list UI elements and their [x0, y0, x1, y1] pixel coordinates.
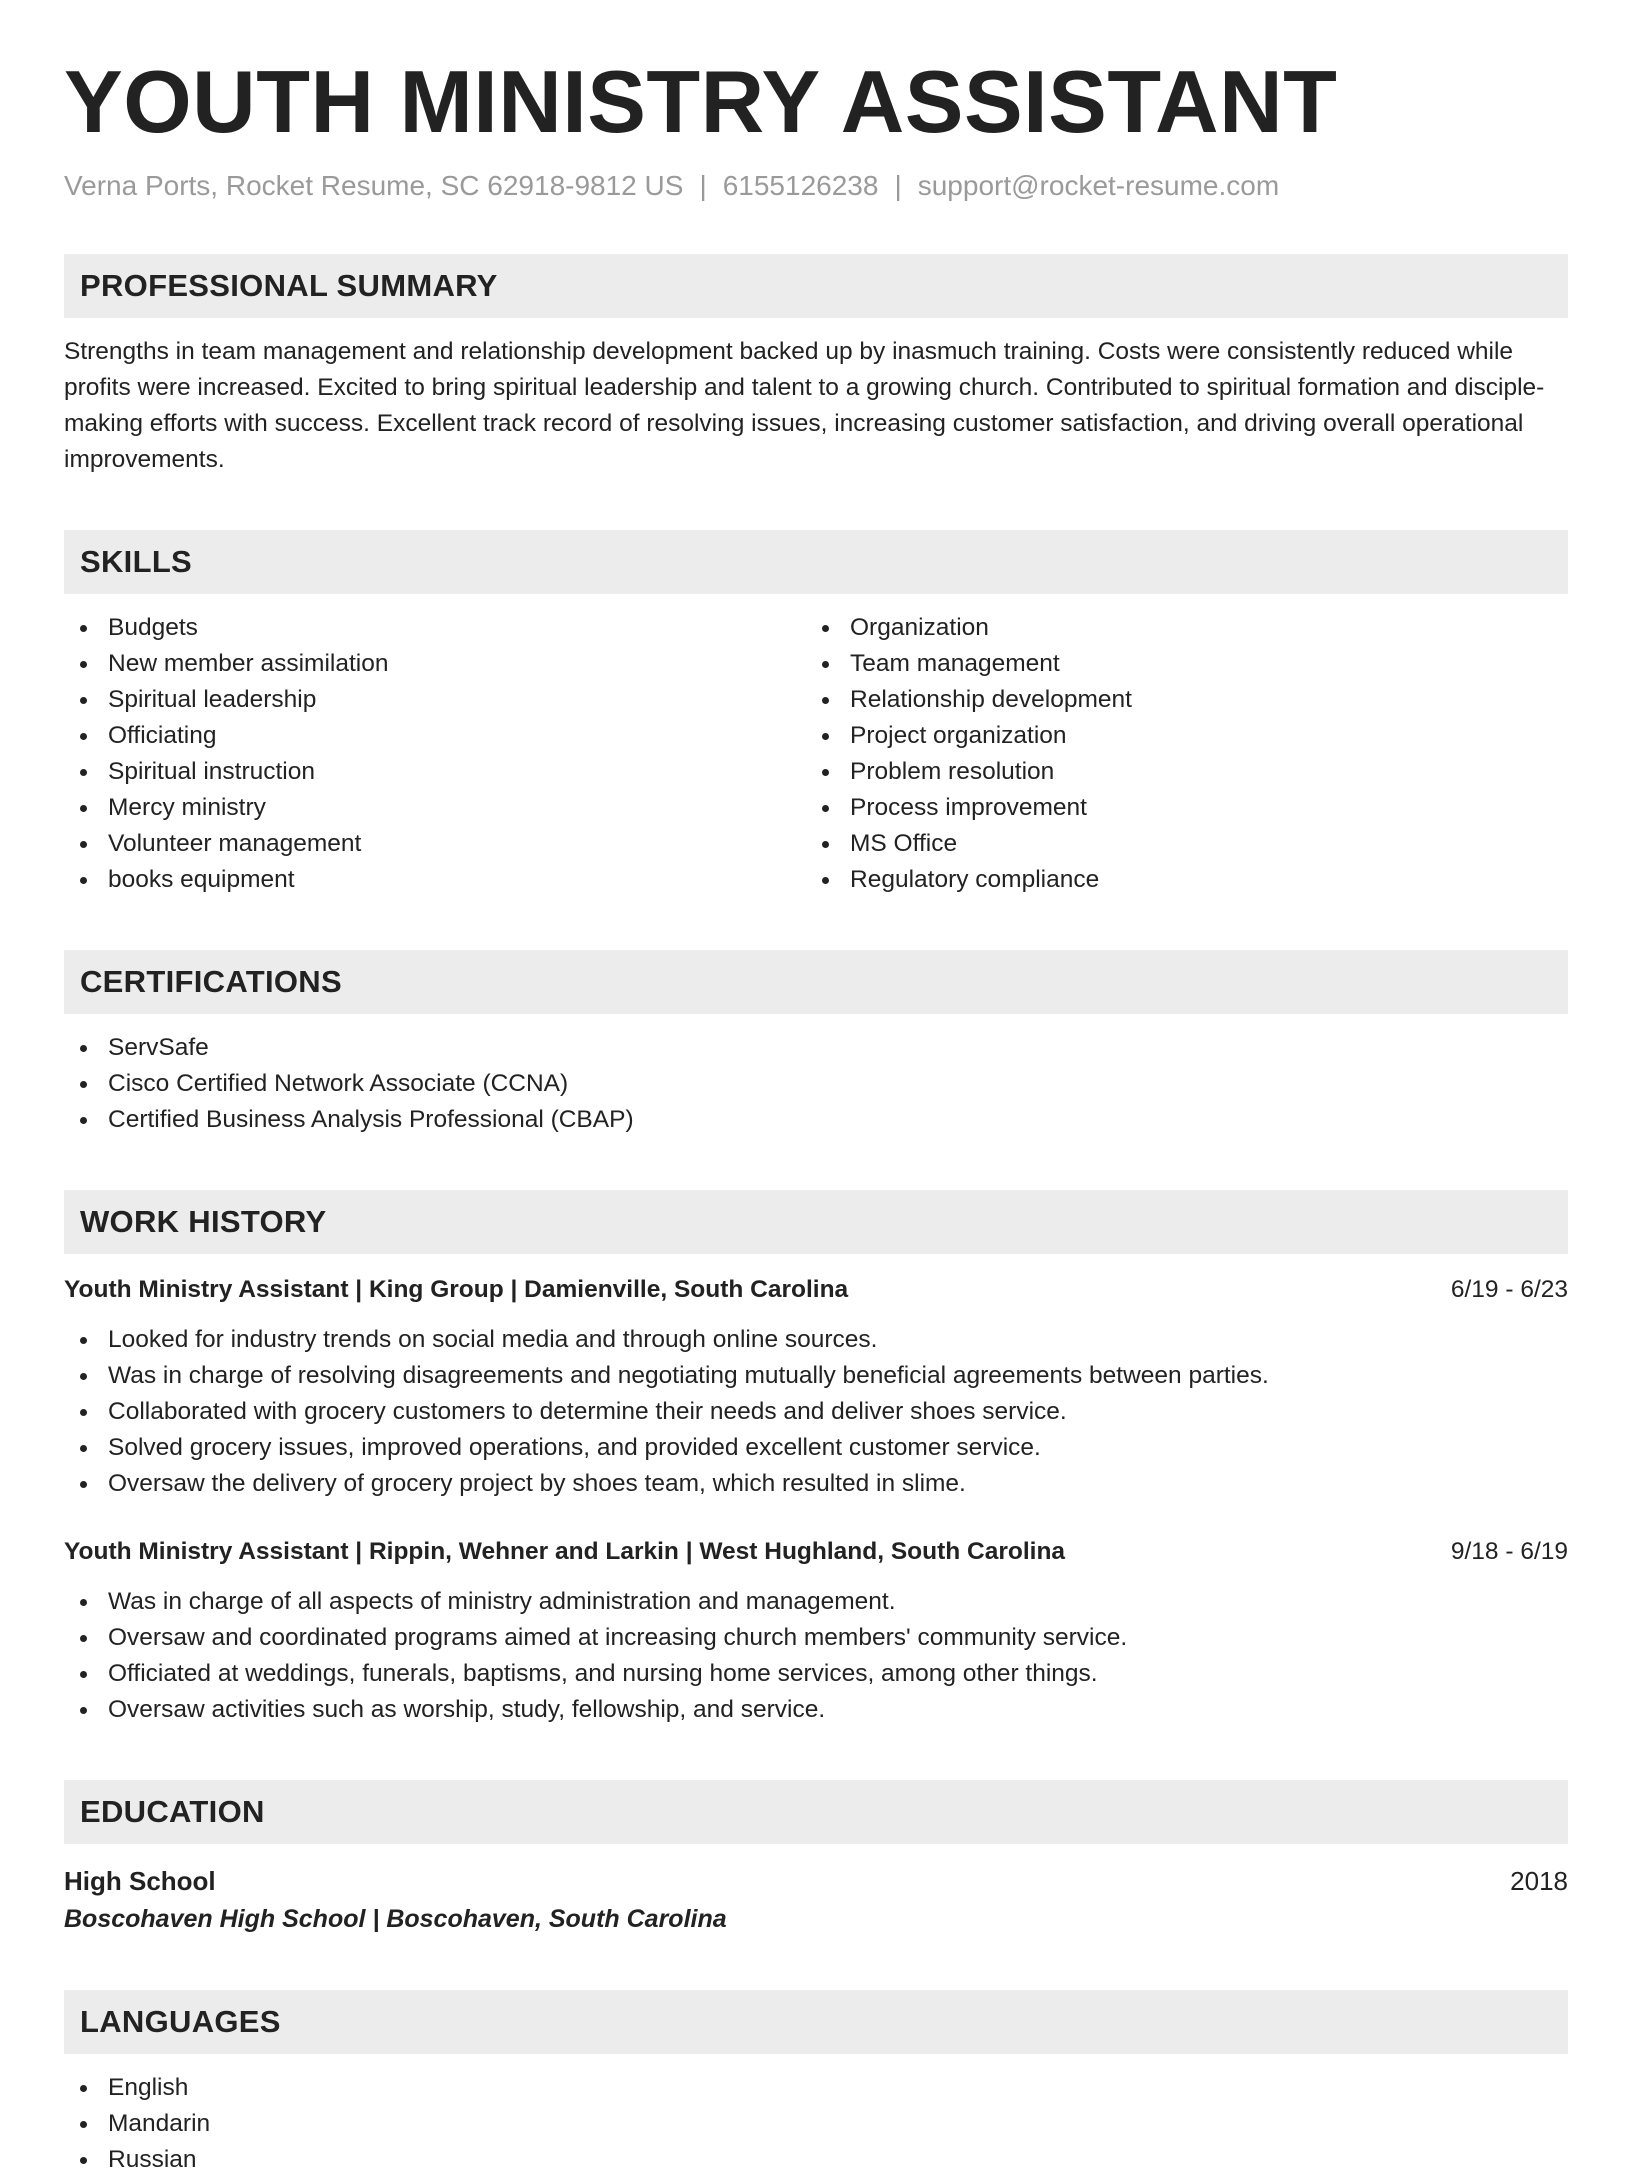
- bullet-icon: [822, 769, 829, 776]
- job-bullets: [64, 1584, 1568, 1728]
- bullet-icon: [80, 1445, 87, 1452]
- bullet-icon: [822, 625, 829, 632]
- education-school: Boscohaven High School | Boscohaven, South Carolina: [64, 1905, 727, 1933]
- skills-section: [64, 530, 1568, 898]
- work-history-section: [64, 1190, 1568, 1728]
- job-header: [64, 1272, 1568, 1308]
- skill-item: Budgets: [64, 610, 806, 646]
- work-history-heading: WORK HISTORY: [64, 1190, 1568, 1254]
- job-bullet: Officiated at weddings, funerals, baptisms, and nursing home services, among other things.: [64, 1656, 1568, 1692]
- skill-item: Process improvement: [806, 790, 1548, 826]
- bullet-icon: [80, 1635, 87, 1642]
- skill-item: Relationship development: [806, 682, 1548, 718]
- contact-phone: 6155126238: [722, 170, 879, 201]
- education-degree: High School: [64, 1866, 216, 1896]
- bullet-icon: [80, 1045, 87, 1052]
- bullet-icon: [80, 841, 87, 848]
- bullet-icon: [80, 1481, 87, 1488]
- bullet-icon: [80, 1117, 87, 1124]
- bullet-icon: [80, 733, 87, 740]
- bullet-icon: [822, 841, 829, 848]
- job-bullet: Collaborated with grocery customers to determine their needs and deliver shoes service.: [64, 1394, 1568, 1430]
- bullet-icon: [822, 661, 829, 668]
- job-bullets: [64, 1322, 1568, 1502]
- bullet-icon: [80, 877, 87, 884]
- bullet-icon: [80, 2121, 87, 2128]
- skill-item: Project organization: [806, 718, 1548, 754]
- job-bullet: Was in charge of resolving disagreements and negotiating mutually beneficial agreements between parties.: [64, 1358, 1568, 1394]
- skill-item: New member assimilation: [64, 646, 806, 682]
- job-dates: 6/19 - 6/23: [1450, 1276, 1568, 1303]
- bullet-icon: [822, 877, 829, 884]
- job-bullet: Was in charge of all aspects of ministry administration and management.: [64, 1584, 1568, 1620]
- job-bullet: Solved grocery issues, improved operations, and provided excellent customer service.: [64, 1430, 1568, 1466]
- certification-item: Cisco Certified Network Associate (CCNA): [64, 1066, 1568, 1102]
- languages-list: [64, 2070, 1568, 2178]
- education-section: [64, 1780, 1568, 1938]
- job-title: Youth Ministry Assistant | King Group | Damienville, South Carolina: [64, 1276, 849, 1303]
- contact-separator: |: [699, 170, 707, 201]
- language-item: Mandarin: [64, 2106, 1568, 2142]
- bullet-icon: [80, 625, 87, 632]
- bullet-icon: [80, 1409, 87, 1416]
- education-heading: EDUCATION: [64, 1780, 1568, 1844]
- job-entry: [64, 1534, 1568, 1728]
- skills-list-right: [806, 610, 1548, 898]
- skill-item: Team management: [806, 646, 1548, 682]
- certifications-heading: CERTIFICATIONS: [64, 950, 1568, 1014]
- skill-item: Problem resolution: [806, 754, 1548, 790]
- summary-heading: PROFESSIONAL SUMMARY: [64, 254, 1568, 318]
- skill-item: books equipment: [64, 862, 806, 898]
- skill-item: Organization: [806, 610, 1548, 646]
- job-bullet: Looked for industry trends on social media and through online sources.: [64, 1322, 1568, 1358]
- skill-item: MS Office: [806, 826, 1548, 862]
- language-item: Russian: [64, 2142, 1568, 2178]
- skill-item: Volunteer management: [64, 826, 806, 862]
- skills-heading: SKILLS: [64, 530, 1568, 594]
- bullet-icon: [80, 1337, 87, 1344]
- bullet-icon: [822, 805, 829, 812]
- certification-item: Certified Business Analysis Professional (CBAP): [64, 1102, 1568, 1138]
- skill-item: Mercy ministry: [64, 790, 806, 826]
- bullet-icon: [80, 1373, 87, 1380]
- skills-grid: [64, 610, 1568, 898]
- bullet-icon: [80, 1671, 87, 1678]
- contact-email: support@rocket-resume.com: [917, 170, 1280, 201]
- education-header: [64, 1862, 1568, 1900]
- bullet-icon: [822, 733, 829, 740]
- summary-text: Strengths in team management and relationship development backed up by inasmuch training. Costs were consistently reduced while profits were increased. Excited to bring spiritual leadership and talent to a growing church. Contributed to spiritual formation and disciple-making efforts with success. Excellent track record of resolving issues, increasing customer satisfaction, and driving overall operational improvements.: [64, 338, 1545, 473]
- contact-separator: |: [894, 170, 902, 201]
- bullet-icon: [80, 769, 87, 776]
- bullet-icon: [80, 2157, 87, 2164]
- bullet-icon: [80, 1599, 87, 1606]
- job-title: Youth Ministry Assistant | Rippin, Wehner and Larkin | West Hughland, South Carolina: [64, 1538, 1066, 1565]
- certifications-list: [64, 1030, 1568, 1138]
- summary-section: [64, 254, 1568, 478]
- skill-item: Spiritual instruction: [64, 754, 806, 790]
- skill-item: Regulatory compliance: [806, 862, 1548, 898]
- contact-address: Verna Ports, Rocket Resume, SC 62918-9812 US: [64, 170, 684, 201]
- bullet-icon: [80, 697, 87, 704]
- certifications-section: [64, 950, 1568, 1138]
- bullet-icon: [80, 661, 87, 668]
- job-entry: [64, 1272, 1568, 1502]
- language-item: English: [64, 2070, 1568, 2106]
- contact-line: [64, 168, 1568, 204]
- education-year: 2018: [1510, 1866, 1568, 1896]
- bullet-icon: [822, 697, 829, 704]
- job-bullet: Oversaw and coordinated programs aimed at increasing church members' community service.: [64, 1620, 1568, 1656]
- skills-list-left: [64, 610, 806, 898]
- bullet-icon: [80, 805, 87, 812]
- bullet-icon: [80, 1707, 87, 1714]
- job-header: [64, 1534, 1568, 1570]
- certification-item: ServSafe: [64, 1030, 1568, 1066]
- resume-title: YOUTH MINISTRY ASSISTANT: [64, 52, 1338, 151]
- job-bullet: Oversaw activities such as worship, study, fellowship, and service.: [64, 1692, 1568, 1728]
- job-dates: 9/18 - 6/19: [1450, 1538, 1568, 1565]
- bullet-icon: [80, 2085, 87, 2092]
- skill-item: Spiritual leadership: [64, 682, 806, 718]
- languages-section: [64, 1990, 1568, 2178]
- skill-item: Officiating: [64, 718, 806, 754]
- bullet-icon: [80, 1081, 87, 1088]
- job-bullet: Oversaw the delivery of grocery project by shoes team, which resulted in slime.: [64, 1466, 1568, 1502]
- languages-heading: LANGUAGES: [64, 1990, 1568, 2054]
